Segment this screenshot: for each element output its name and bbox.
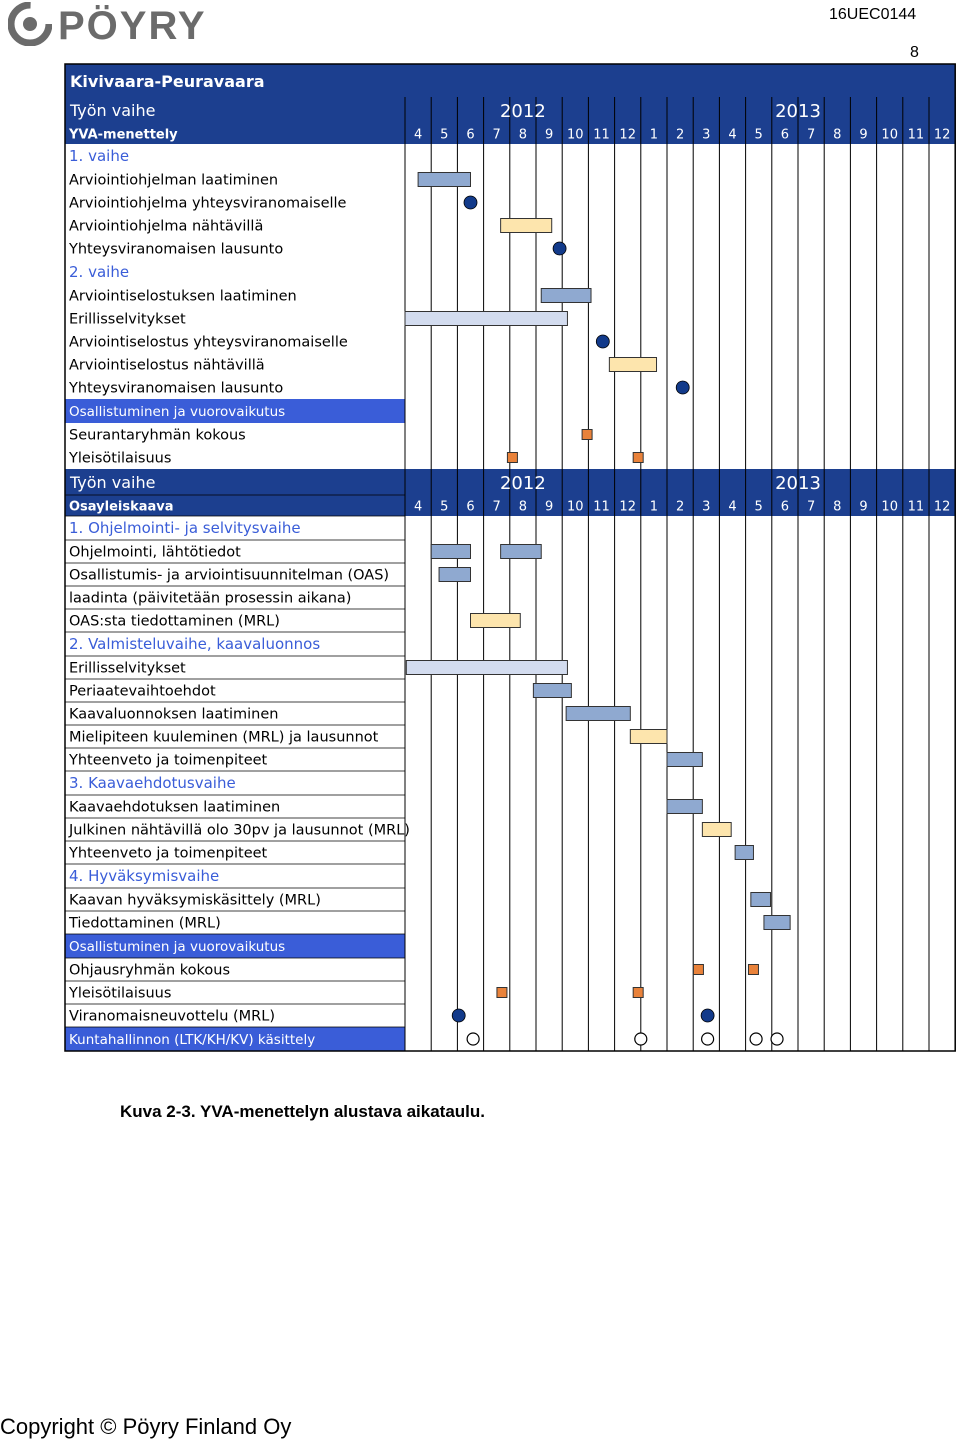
task-label: Kaavaehdotuksen laatiminen [69,799,281,816]
logo-text: PÖYRY [58,4,207,48]
phase-label: 4. Hyväksymisvaihe [69,867,220,885]
schedule-bar [735,846,753,860]
task-label: Arviointiohjelma nähtävillä [69,218,264,235]
month-tick-label: 10 [881,499,898,515]
schedule-bar [501,545,542,559]
month-tick-label: 11 [593,127,610,143]
year-label-2012: 2012 [499,473,546,494]
month-tick-label: 4 [728,127,737,143]
month-tick-label: 7 [492,127,501,143]
task-label: Yhteysviranomaisen lausunto [69,241,284,258]
year-label-2013: 2013 [775,101,821,122]
month-tick-label: 5 [440,499,449,515]
month-tick-label: 12 [933,499,951,515]
phase-title-label: Työn vaihe [70,473,156,492]
month-tick-label: 2 [675,127,685,143]
phase-label: 2. vaihe [69,263,130,281]
task-label: Arviointiohjelma yhteysviranomaiselle [69,195,347,212]
section-label: Osallistuminen ja vuorovaikutus [69,939,286,955]
month-tick-label: 12 [619,127,636,143]
schedule-bar [541,289,591,303]
schedule-bar [406,661,567,675]
section-label: Osallistuminen ja vuorovaikutus [69,404,286,420]
task-label: Julkinen nähtävillä olo 30pv ja lausunnot (MRL) [69,822,410,839]
task-label: Yhteenveto ja toimenpiteet [69,752,268,769]
month-tick-label: 10 [567,499,584,515]
schedule-bar [609,358,656,372]
schedule-bar [439,568,470,582]
month-tick-label: 8 [833,127,842,143]
months-row-label: Osayleiskaava [69,499,174,515]
council-meeting-marker [750,1033,762,1045]
month-tick-label: 3 [702,127,711,143]
phase-label: 1. vaihe [69,147,130,165]
council-meeting-marker [771,1033,783,1045]
meeting-marker [633,988,643,998]
task-label: Yhteenveto ja toimenpiteet [69,845,268,862]
council-meeting-marker [702,1033,714,1045]
month-tick-label: 4 [413,499,423,515]
month-tick-label: 4 [413,127,423,143]
meeting-marker [497,988,507,998]
schedule-bar [566,707,630,721]
meeting-marker [693,965,703,975]
month-tick-label: 7 [492,499,501,515]
months-row-label: YVA-menettely [69,127,178,143]
task-label: Yleisötilaisuus [69,450,172,467]
schedule-bar [418,173,470,187]
task-label: Mielipiteen kuuleminen (MRL) ja lausunnot [69,729,379,746]
task-label: Arviointiohjelman laatiminen [69,172,279,189]
month-tick-label: 12 [619,499,636,515]
month-tick-label: 6 [466,499,475,515]
task-label: Yhteysviranomaisen lausunto [69,380,284,397]
task-label: Yleisötilaisuus [69,985,172,1002]
month-tick-label: 4 [728,499,737,515]
schedule-bar [405,312,567,326]
schedule-bar [431,545,470,559]
meeting-marker [582,430,592,440]
schedule-bar [751,893,771,907]
task-label: Arviointiselostuksen laatiminen [69,288,297,305]
month-tick-label: 2 [675,499,685,515]
task-label: Ohjelmointi, lähtötiedot [69,544,241,561]
task-label: Kaavan hyväksymiskäsittely (MRL) [69,892,321,909]
phase-title-label: Työn vaihe [70,101,156,120]
month-tick-label: 11 [907,499,925,515]
task-label: Arviointiselostus yhteysviranomaiselle [69,334,348,351]
task-label: Viranomaisneuvottelu (MRL) [69,1008,275,1025]
phase-label: 2. Valmisteluvaihe, kaavaluonnos [69,635,321,653]
task-label: Ohjausryhmän kokous [69,962,231,979]
month-tick-label: 6 [466,127,475,143]
milestone-marker [553,242,566,255]
month-tick-label: 9 [544,499,554,515]
phase-label: 3. Kaavaehdotusvaihe [69,774,236,792]
month-tick-label: 3 [702,499,711,515]
task-label: Erillisselvitykset [69,660,186,677]
month-tick-label: 6 [780,499,790,515]
meeting-marker [507,453,517,463]
task-label: Osallistumis- ja arviointisuunnitelman (OAS) [69,567,390,584]
schedule-bar [667,800,702,814]
month-tick-label: 8 [518,127,528,143]
month-tick-label: 9 [544,127,554,143]
meeting-marker [748,965,758,975]
milestone-marker [701,1009,714,1022]
page-number: 8 [910,44,919,61]
schedule-bar [702,823,731,837]
task-label: Erillisselvitykset [69,311,186,328]
meeting-marker [633,453,643,463]
council-meeting-marker [467,1033,479,1045]
month-tick-label: 11 [907,127,925,143]
schedule-bar [471,614,521,628]
section-label: Kuntahallinnon (LTK/KH/KV) käsittely [69,1032,316,1048]
milestone-marker [596,335,609,348]
task-label: Kaavaluonnoksen laatiminen [69,706,279,723]
month-tick-label: 1 [649,127,659,143]
month-tick-label: 11 [593,499,610,515]
figure-caption: Kuva 2-3. YVA-menettelyn alustava aikataulu. [120,1102,486,1121]
schedule-bar [501,219,552,233]
year-label-2012: 2012 [499,101,546,122]
month-tick-label: 5 [754,127,763,143]
year-label-2013: 2013 [775,473,821,494]
schedule-bar [667,753,702,767]
copyright-notice: Copyright © Pöyry Finland Oy [0,1414,292,1439]
milestone-marker [676,381,689,394]
month-tick-label: 7 [806,127,816,143]
milestone-marker [452,1009,465,1022]
month-tick-label: 8 [833,499,842,515]
schedule-bar [630,730,667,744]
schedule-bar [764,916,790,930]
phase-label: 1. Ohjelmointi- ja selvitysvaihe [69,519,301,537]
task-label: laadinta (päivitetään prosessin aikana) [69,590,352,607]
project-title: Kivivaara-Peuravaara [70,72,265,91]
milestone-marker [464,196,477,209]
month-tick-label: 9 [859,499,868,515]
month-tick-label: 10 [567,127,584,143]
month-tick-label: 6 [780,127,790,143]
task-label: Seurantaryhmän kokous [69,427,246,444]
month-tick-label: 5 [440,127,449,143]
month-tick-label: 5 [754,499,763,515]
month-tick-label: 1 [649,499,659,515]
month-tick-label: 8 [518,499,528,515]
task-label: OAS:sta tiedottaminen (MRL) [69,613,280,630]
document-id: 16UEC0144 [829,6,917,23]
task-label: Periaatevaihtoehdot [69,683,216,700]
schedule-bar [533,684,571,698]
month-tick-label: 9 [859,127,868,143]
month-tick-label: 12 [933,127,951,143]
council-meeting-marker [635,1033,647,1045]
task-label: Arviointiselostus nähtävillä [69,357,265,374]
month-tick-label: 10 [881,127,898,143]
month-tick-label: 7 [806,499,816,515]
task-label: Tiedottaminen (MRL) [69,915,221,932]
